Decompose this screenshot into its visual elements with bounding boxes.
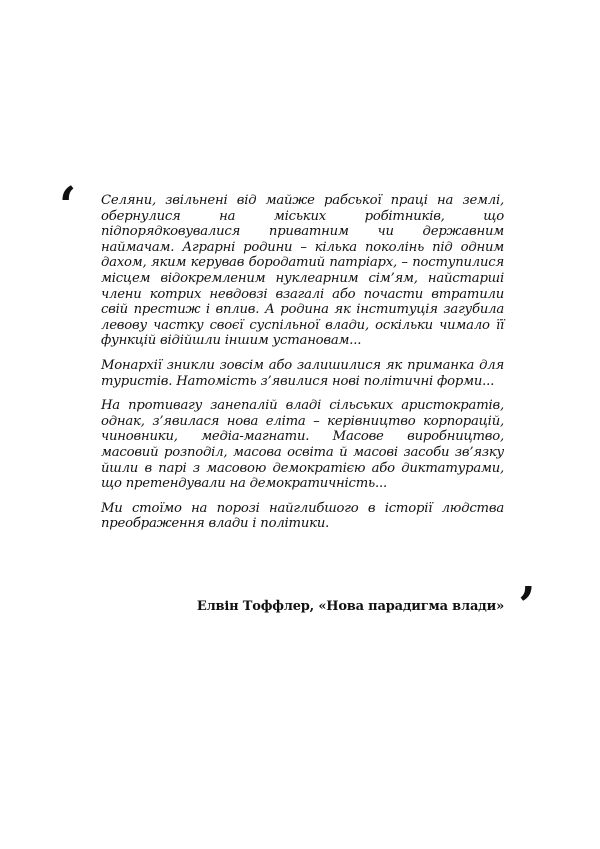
quote-paragraph-2: Монархії зникли зовсім або залишилися як приманка для туристів. Натомість з’явилися нові політичні форми... (101, 357, 504, 389)
closing-quote-mark: , (520, 550, 537, 604)
quote-paragraph-3: На противагу занепалій владі сільських аристократів, однак, з’явилася нова еліта – керівництво корпорацій, чиновники, медіа-магнати. Масове виробництво, масовий розподіл, масова освіта й масові засоби зв’язку йшли в парі з масовою демократією або диктатурами, що претендували на демократичність... (101, 398, 504, 492)
quote-paragraph-1: Селяни, звільнені від майже рабської праці на землі, обернулися на міських робітників, що підпорядковувалися приватним чи державним наймачам. Аграрні родини – кілька поколінь під одним дахом, яким керував бородатий патріарх, – поступилися місцем відокремленим нуклеарним сім’ям, найстарші члени котрих невдовзі взагалі або почасти втратили свій престиж і вплив. А родина як інституція загубила левову частку своєї суспільної влади, оскільки чимало її функцій відійшли іншим установам... (101, 193, 504, 349)
quote-attribution: Елвін Тоффлер, «Нова парадигма влади» (196, 599, 504, 614)
epigraph-quote (101, 193, 504, 541)
opening-quote-mark: , (58, 182, 75, 236)
quote-paragraph-4: Ми стоїмо на порозі найглибшого в історії людства преображення влади і політики. (101, 500, 504, 532)
